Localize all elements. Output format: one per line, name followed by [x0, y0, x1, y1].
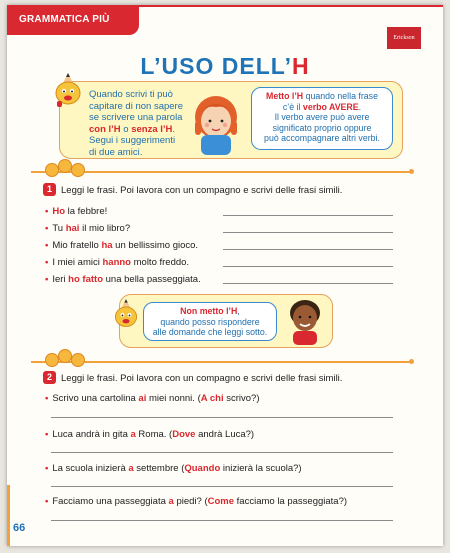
girl-speech-line-1 — [252, 91, 392, 102]
ex2-row-2-prep: a — [130, 429, 136, 440]
section-label: GRAMMATICA PIÙ — [19, 14, 110, 25]
answer-line[interactable] — [223, 249, 393, 250]
ex2-row-1 — [45, 393, 260, 404]
ex1-row-3 — [45, 240, 198, 251]
ex2-row-4-prep: a — [168, 496, 174, 507]
difficulty-smiley-icon — [58, 349, 72, 363]
non-metto-h-label: Non metto l’H — [180, 306, 238, 316]
intro-o: o — [120, 123, 132, 135]
girl-speech-bubble — [251, 87, 393, 150]
pencil-mascot-icon — [111, 297, 141, 333]
ex1-row-1 — [45, 206, 107, 217]
metto-h-label: Metto l’H — [266, 91, 304, 101]
answer-line[interactable] — [223, 215, 393, 216]
difficulty-smiley-icon — [45, 353, 59, 367]
ex1-row-3-verb: ha — [101, 240, 113, 251]
separator-1 — [31, 171, 411, 173]
ex2-row-4-mid: piedi? ( — [173, 496, 208, 507]
header-rule — [139, 5, 443, 7]
bullet: • — [45, 257, 49, 268]
answer-line[interactable] — [51, 417, 393, 418]
ex2-row-2-mid: Roma. ( — [135, 429, 173, 440]
boy-illustration — [285, 297, 325, 345]
ex1-row-2-pre: Tu — [52, 223, 66, 234]
ex2-row-3-question: Quando — [184, 463, 221, 474]
intro-line-4 — [89, 124, 189, 136]
answer-line[interactable] — [223, 232, 393, 233]
ex2-row-4-question: Come — [207, 496, 235, 507]
ex2-row-1-pre: Scrivo una cartolina — [52, 393, 139, 404]
ex1-row-4 — [45, 257, 189, 268]
verbo-avere-label: verbo AVERE — [302, 101, 359, 112]
ex1-row-1-verb: Ho — [52, 206, 65, 217]
girl-speech-line-5: può accompagnare altri verbi. — [264, 133, 380, 143]
intro-line-2: capitare di non sapere — [89, 100, 184, 112]
ex1-row-2-verb: hai — [65, 223, 80, 234]
intro-line-3: se scrivere una parola — [89, 112, 183, 123]
ex2-row-4-post: facciamo la passeggiata?) — [234, 496, 348, 507]
ex2-row-1-prep: ai — [138, 393, 147, 404]
bullet: • — [45, 463, 49, 474]
ex1-row-3-pre: Mio fratello — [52, 240, 102, 251]
ex2-row-3-prep: a — [128, 463, 134, 474]
intro-line-6: di due amici. — [89, 146, 143, 158]
boy-speech-line-3: alle domande che leggi sotto. — [152, 327, 268, 337]
bullet: • — [45, 206, 49, 217]
page-edge-accent — [7, 485, 10, 546]
ex2-row-2-post: andrà Luca?) — [195, 429, 255, 440]
ex1-row-4-rest: molto freddo. — [130, 257, 190, 268]
intro-text — [89, 89, 189, 158]
pencil-mascot-icon — [51, 71, 85, 111]
publisher-logo: Erickson — [387, 27, 421, 49]
ex1-row-2 — [45, 223, 130, 234]
intro-dot: . — [172, 123, 176, 135]
exercise-2-number: 2 — [43, 371, 56, 384]
answer-line[interactable] — [223, 283, 393, 284]
difficulty-smiley-icon — [71, 353, 85, 367]
ex1-row-4-pre: I miei amici — [52, 257, 103, 268]
answer-line[interactable] — [223, 266, 393, 267]
answer-line[interactable] — [51, 486, 393, 487]
title-main: L’USO DELL’ — [140, 53, 292, 79]
senza-h-label: senza l’H — [131, 123, 173, 135]
boy-speech-line-2: quando posso rispondere — [160, 316, 260, 327]
bullet: • — [45, 223, 49, 234]
bullet: • — [45, 496, 49, 507]
ex2-row-3 — [45, 463, 302, 474]
ex1-row-5-verb: ho fatto — [68, 274, 103, 285]
ex1-row-4-verb: hanno — [102, 257, 131, 268]
girl-speech-line-4: significato proprio oppure — [272, 122, 372, 133]
exercise-1-instruction: Leggi le frasi. Poi lavora con un compagno e scrivi delle frasi simili. — [61, 185, 343, 196]
girl-speech-line-3: Il verbo avere può avere — [274, 112, 370, 122]
bullet: • — [45, 429, 49, 440]
workbook-page — [7, 5, 443, 546]
ex2-row-4 — [45, 496, 347, 507]
ex2-row-1-mid: miei nonni. ( — [146, 393, 201, 404]
ex2-row-2-pre: Luca andrà in gita — [52, 429, 131, 440]
ex2-row-3-post: inizierà la scuola?) — [220, 463, 302, 474]
exercise-1-number: 1 — [43, 183, 56, 196]
title-h: H — [291, 53, 310, 79]
girl-speech-line-2 — [252, 102, 392, 113]
girl-line1-rest: quando nella frase — [303, 91, 378, 101]
ex2-row-2 — [45, 429, 254, 440]
difficulty-smiley-icon — [45, 163, 59, 177]
intro-line-1: Quando scrivi ti può — [89, 89, 173, 100]
ex1-row-2-rest: il mio libro? — [79, 223, 131, 234]
boy-speech-line-1 — [144, 306, 276, 317]
difficulty-smiley-icon — [58, 159, 72, 173]
girl-line2a: c’è il — [282, 101, 303, 112]
ex2-row-2-question: Dove — [172, 429, 196, 440]
separator-1-end — [409, 169, 414, 174]
separator-2-end — [409, 359, 414, 364]
ex2-row-1-post: scrivo?) — [223, 393, 260, 404]
ex1-row-5 — [45, 274, 201, 285]
ex2-row-4-pre: Facciamo una passeggiata — [52, 496, 169, 507]
intro-line-5: Segui i suggerimenti — [89, 135, 176, 146]
ex1-row-5-rest: una bella passeggiata. — [103, 274, 201, 285]
ex1-row-3-rest: un bellissimo gioco. — [112, 240, 199, 251]
bullet: • — [45, 240, 49, 251]
ex2-row-3-pre: La scuola inizierà — [52, 463, 129, 474]
bullet: • — [45, 274, 49, 285]
bullet: • — [45, 393, 49, 404]
section-header-band — [7, 5, 139, 35]
answer-line[interactable] — [51, 452, 393, 453]
exercise-2-instruction: Leggi le frasi. Poi lavora con un compagno e scrivi delle frasi simili. — [61, 373, 343, 384]
ex2-row-1-question: A chi — [200, 393, 224, 404]
boy-speech-bubble — [143, 302, 277, 341]
girl-illustration — [189, 91, 243, 155]
girl-line2b: . — [358, 101, 362, 112]
difficulty-smiley-icon — [71, 163, 85, 177]
ex1-row-1-rest: la febbre! — [65, 206, 108, 217]
con-h-label: con l’H — [89, 123, 121, 135]
ex1-row-5-pre: Ieri — [52, 274, 69, 285]
answer-line[interactable] — [51, 520, 393, 521]
boy-comma: , — [237, 306, 240, 316]
ex2-row-3-mid: settembre ( — [133, 463, 185, 474]
separator-2 — [31, 361, 411, 363]
page-number: 66 — [13, 522, 26, 534]
